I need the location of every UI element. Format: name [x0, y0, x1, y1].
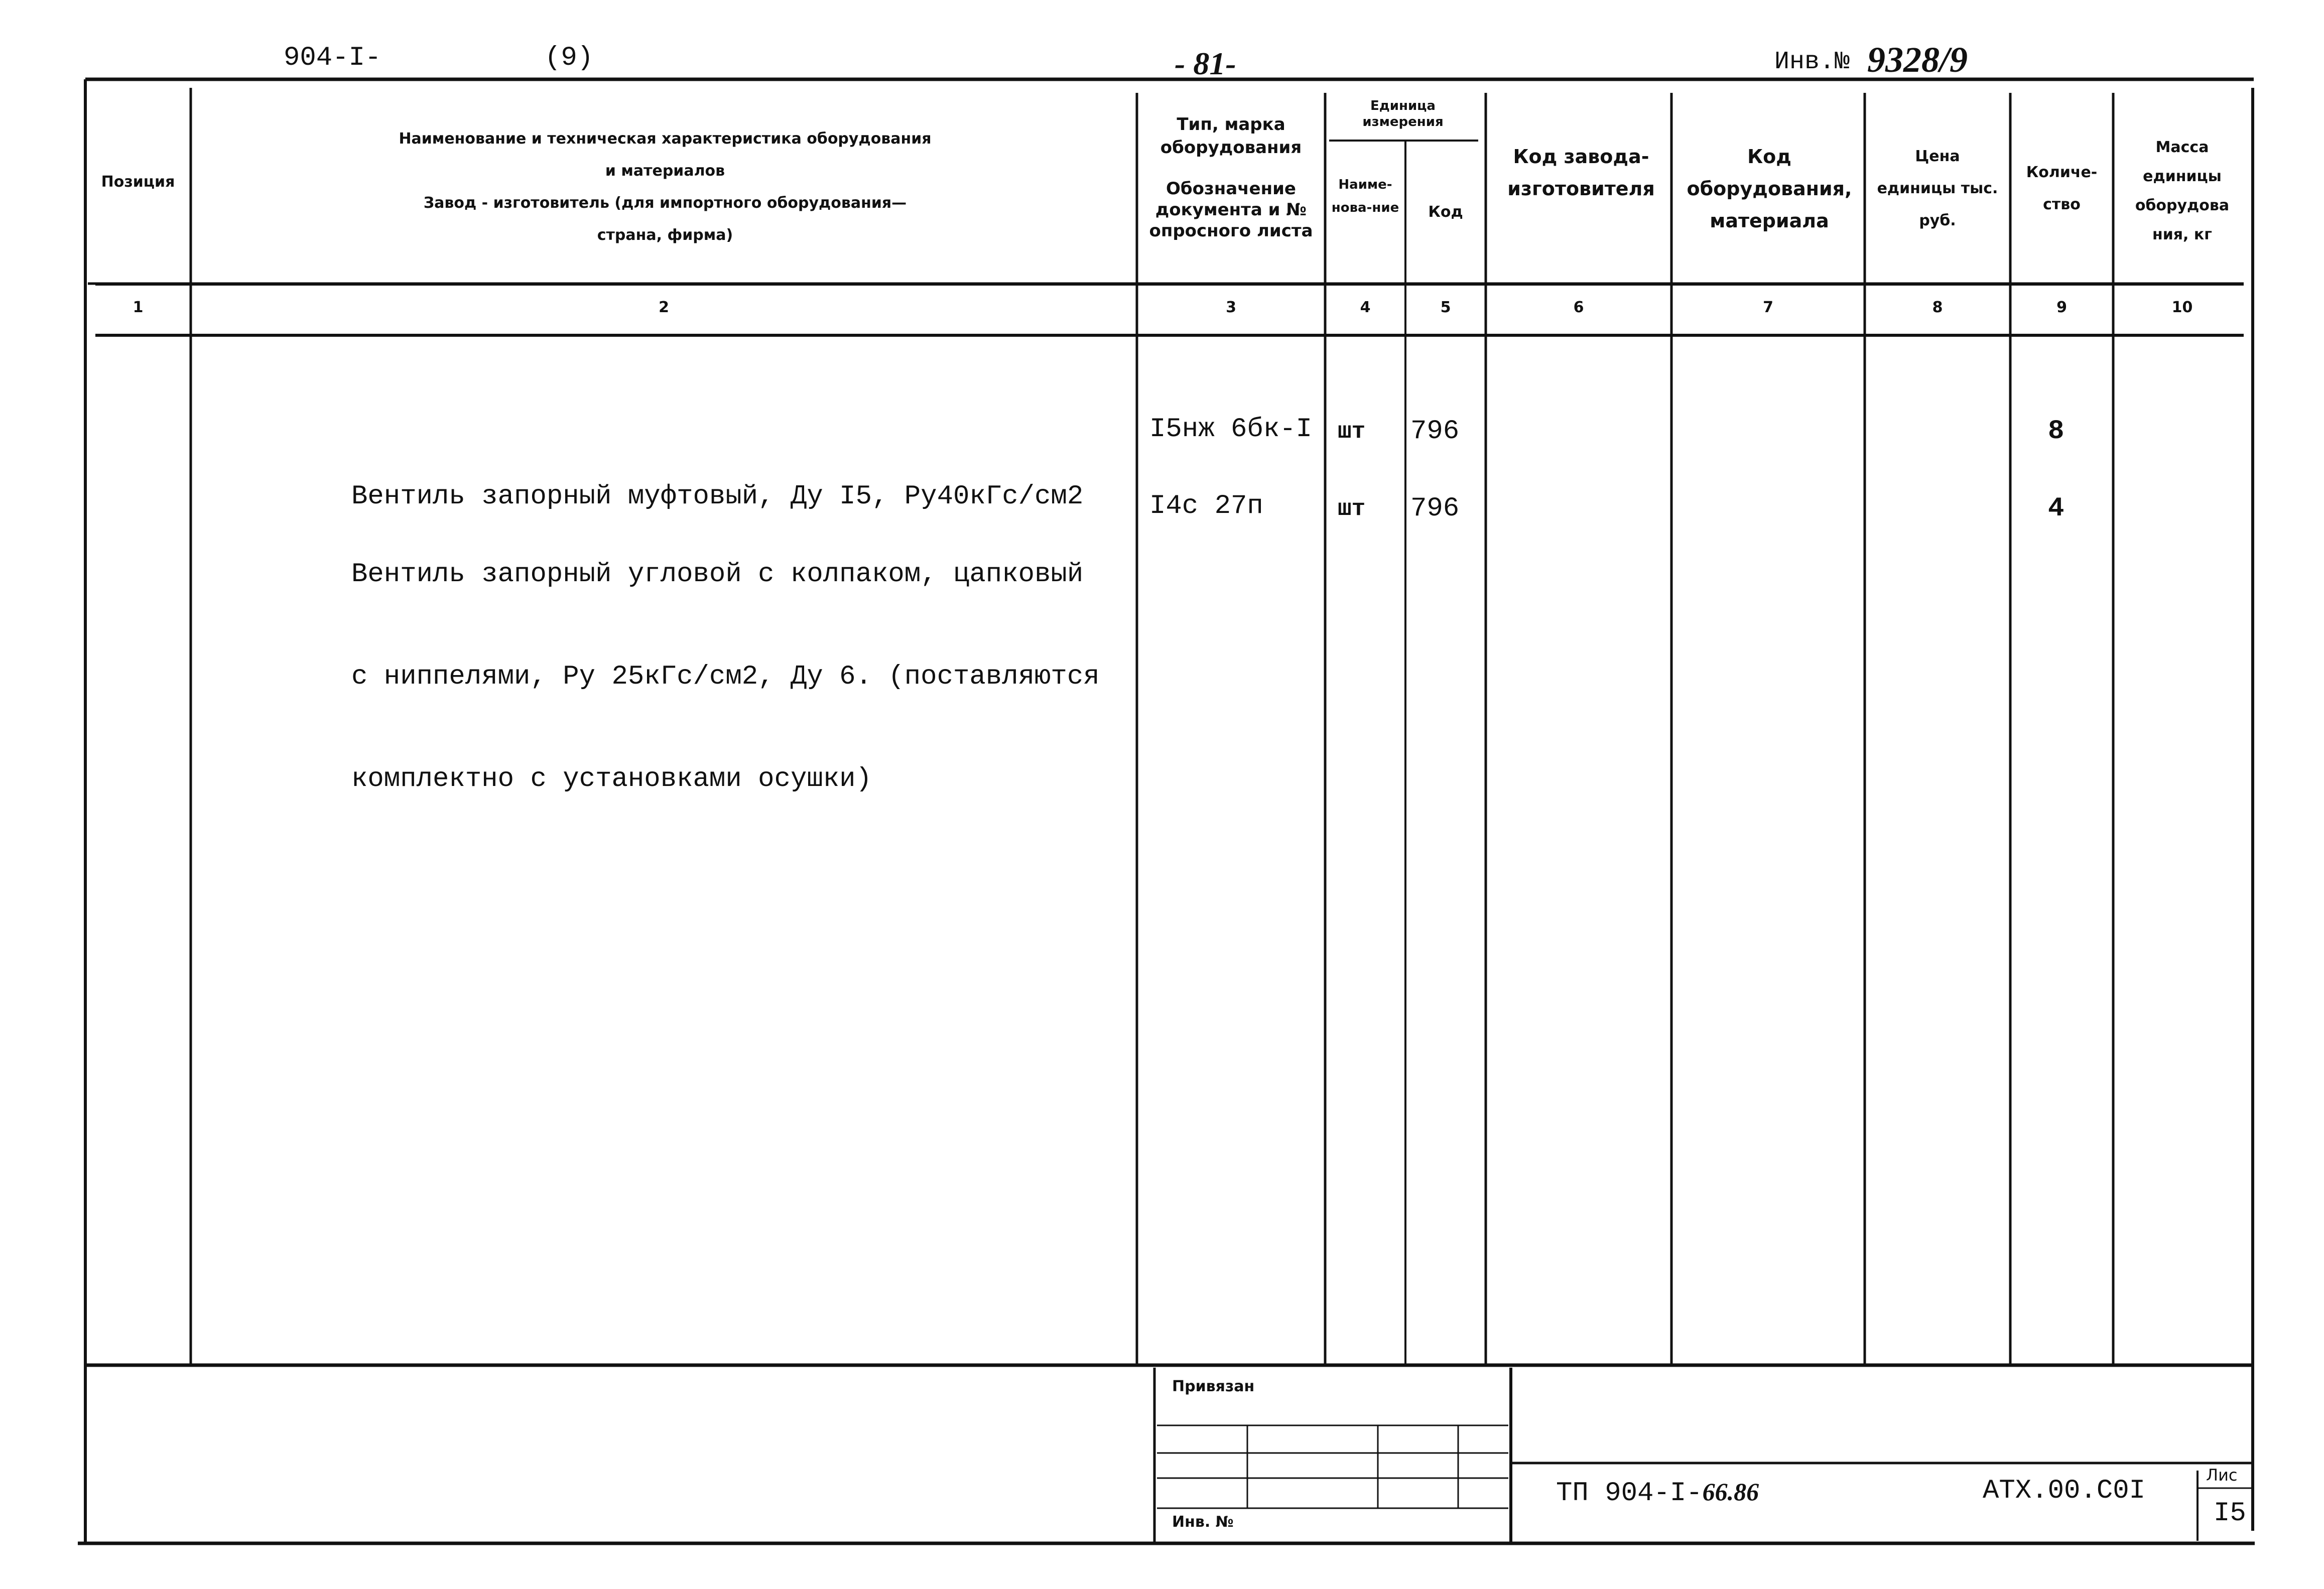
header-name-line3: Завод - изготовитель (для импортного оборудования— [423, 194, 907, 212]
document-code [1556, 1476, 1759, 1509]
page-number: - 81- [1175, 46, 1236, 81]
header-mass: Масса единицы оборудова ния, кг [2135, 139, 2230, 243]
header-unit-group: Единица измерения [1362, 98, 1444, 129]
header-name-line1: Наименование и техническая характеристика оборудования [399, 130, 932, 148]
header-unit-name: Наиме-нова-ние [1331, 177, 1399, 215]
table-row-1-type: I5нж 6бк-I [1149, 414, 1313, 445]
table-row-2-name-line2: с ниппелями, Ру 25кГс/см2, Ду 6. (поставляются [351, 661, 1100, 692]
bound-label: Привязан [1172, 1378, 1255, 1395]
table-row-2-type: I4с 27п [1149, 491, 1263, 521]
table-row-2-unit-code: 796 [1410, 493, 1460, 524]
header-document: Обозначение документа и № опросного листа [1149, 179, 1313, 241]
sheet-label: Лис [2206, 1466, 2238, 1485]
header-name-line2: и материалов [605, 162, 725, 180]
sheet-number: I5 [2214, 1498, 2246, 1529]
column-number-7: 7 [1763, 299, 1773, 316]
inventory-no-label: Инв. № [1172, 1513, 1234, 1531]
header-maker-code: Код завода-изготовителя [1507, 146, 1655, 200]
inventory-label: Инв.№ [1774, 48, 1850, 76]
table-row-1-name-line1: Вентиль запорный муфтовый, Ду I5, Ру40кГс/см2 [351, 481, 1084, 512]
column-number-6: 6 [1573, 299, 1584, 316]
column-number-5: 5 [1440, 299, 1451, 316]
table-row-1-quantity: 8 [2048, 416, 2064, 447]
column-number-8: 8 [1932, 299, 1943, 316]
column-number-9: 9 [2056, 299, 2067, 316]
header-equipment-code: Код оборудования, материала [1687, 146, 1852, 232]
column-number-3: 3 [1226, 299, 1236, 316]
header-unit-code: Код [1428, 203, 1463, 221]
series-number: 904-I- [284, 43, 381, 73]
header-quantity: Количе-ство [2026, 164, 2098, 213]
document-mark: АТХ.00.С0I [1983, 1476, 2146, 1506]
column-number-4: 4 [1360, 299, 1371, 316]
header-name-line4: страна, фирма) [597, 226, 733, 244]
sheet-group: (9) [545, 43, 594, 73]
column-number-1: 1 [133, 299, 144, 316]
document-code-prefix: ТП 904-I- [1556, 1478, 1703, 1509]
header-price: Цена единицы тыс. руб. [1877, 148, 1998, 229]
column-number-2: 2 [659, 299, 669, 316]
header-type: Тип, марка оборудования [1160, 114, 1302, 158]
table-row-1-unit: шт [1338, 419, 1366, 445]
inventory-number: 9328/9 [1867, 40, 1968, 80]
table-row-2-name [351, 489, 1100, 865]
header-name [196, 123, 1134, 251]
table-row-2-quantity: 4 [2048, 493, 2064, 524]
table-row-2-name-line3: комплектно с установками осушки) [351, 764, 872, 794]
table-row-1-unit-code: 796 [1410, 416, 1460, 447]
document-code-handwritten: 66.86 [1702, 1478, 1759, 1506]
table-row-2-unit: шт [1338, 496, 1366, 522]
column-number-10: 10 [2171, 299, 2193, 316]
table-row-2-name-line1: Вентиль запорный угловой с колпаком, цапковый [351, 559, 1084, 590]
header-position: Позиция [101, 173, 175, 191]
